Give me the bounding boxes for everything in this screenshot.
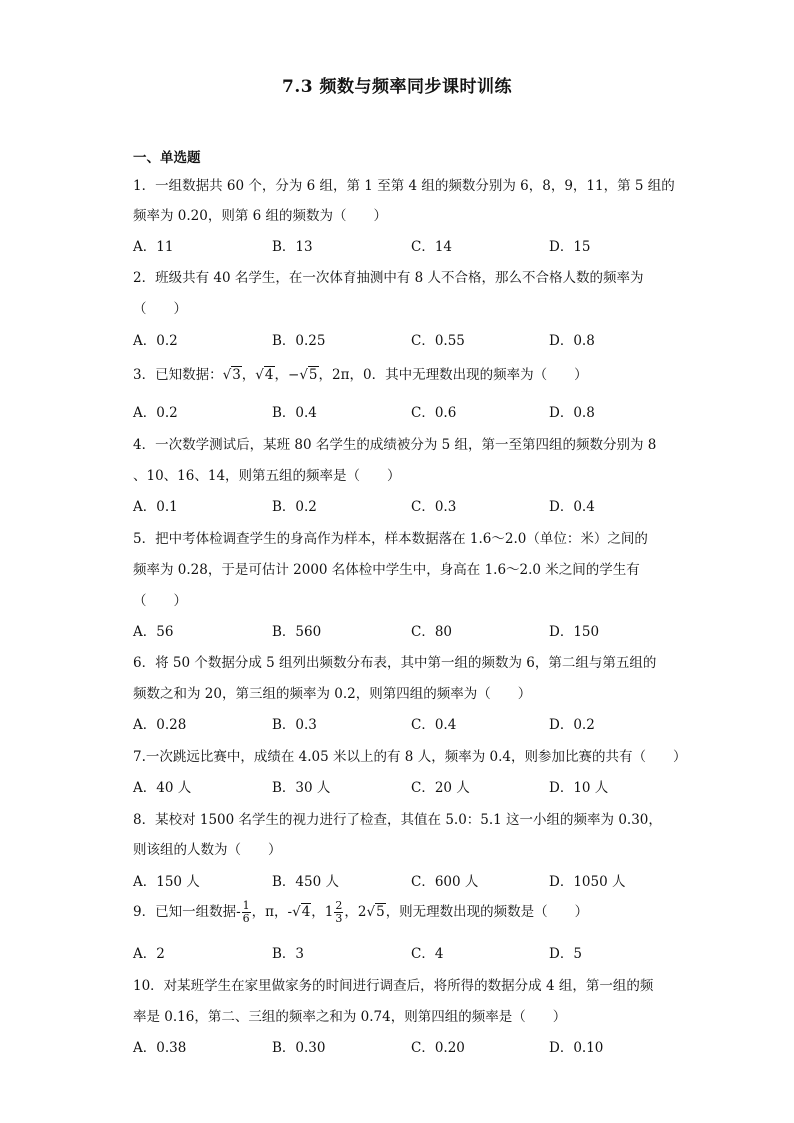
section-heading: 一、单选题 bbox=[133, 150, 201, 166]
sqrt-radicand: 5 bbox=[376, 904, 385, 920]
question-6-option-d: D．0.2 bbox=[549, 717, 595, 733]
question-10-line-2: 率是 0.16，第二、三组的频率之和为 0.74，则第四组的频率是（ ） bbox=[133, 1009, 567, 1025]
question-10-option-b: B．0.30 bbox=[272, 1040, 326, 1056]
question-3-option-a: A．0.2 bbox=[133, 405, 178, 421]
sqrt-radicand: 5 bbox=[308, 367, 318, 383]
question-10-line-1: 10．对某班学生在家里做家务的时间进行调查后，将所得的数据分成 4 组，第一组的频 bbox=[133, 978, 654, 994]
question-5-line-3: （ ） bbox=[133, 593, 187, 609]
sqrt-4-expression bbox=[292, 904, 311, 920]
question-8-option-a: A．150 人 bbox=[133, 874, 200, 890]
question-9-text-3: ，2 bbox=[344, 904, 367, 920]
sqrt-symbol: √ bbox=[255, 367, 264, 383]
question-9-rest: ，则无理数出现的频数是（ ） bbox=[385, 904, 589, 920]
question-7-option-a: A．40 人 bbox=[133, 780, 192, 796]
question-4-option-d: D．0.4 bbox=[549, 499, 595, 515]
question-3-rest: ，2π，0．其中无理数出现的频率为（ ） bbox=[318, 367, 588, 383]
question-8-option-d: D．1050 人 bbox=[549, 874, 626, 890]
sqrt-4-expression bbox=[255, 367, 274, 383]
question-4-option-a: A．0.1 bbox=[133, 499, 178, 515]
question-3-line-1 bbox=[133, 363, 588, 383]
question-6-option-b: B．0.3 bbox=[272, 717, 317, 733]
sqrt-5-expression bbox=[299, 367, 318, 383]
question-9-option-c: C．4 bbox=[411, 946, 444, 962]
question-5-line-2: 频率为 0.28，于是可估计 2000 名体检中学生中，身高在 1.6～2.0 米之间的学生有 bbox=[133, 562, 640, 578]
page-title: 7.3 频数与频率同步课时训练 bbox=[282, 77, 512, 97]
sqrt-symbol: √ bbox=[299, 367, 308, 383]
sqrt-3-expression bbox=[223, 367, 242, 383]
question-7-line-1: 7.一次跳远比赛中，成绩在 4.05 米以上的有 8 人，频率为 0.4，则参加比赛的共有（ ） bbox=[133, 749, 687, 765]
question-1-line-2: 频率为 0.20，则第 6 组的频数为（ ） bbox=[133, 208, 388, 224]
question-10-option-c: C．0.20 bbox=[411, 1040, 465, 1056]
sqrt-5-expression bbox=[366, 904, 385, 920]
fraction-numerator: 1 bbox=[242, 899, 250, 912]
sqrt-symbol: √ bbox=[222, 367, 232, 383]
question-2-option-b: B．0.25 bbox=[272, 333, 326, 349]
comma-separator: ， bbox=[241, 367, 256, 383]
sqrt-radicand: 4 bbox=[264, 367, 274, 383]
question-9-text-1: ，π，- bbox=[251, 904, 293, 920]
question-7-option-d: D．10 人 bbox=[549, 780, 609, 796]
question-8-line-1: 8．某校对 1500 名学生的视力进行了检查，其值在 5.0：5.1 这一小组的频率为 0.30， bbox=[133, 812, 662, 828]
question-1-option-a: A．11 bbox=[133, 239, 174, 255]
question-4-line-2: 、10、16、14，则第五组的频率是（ ） bbox=[133, 468, 401, 484]
question-9-text-2: ，1 bbox=[311, 904, 334, 920]
question-8-option-b: B．450 人 bbox=[272, 874, 339, 890]
question-5-option-c: C．80 bbox=[411, 624, 453, 640]
question-9-option-a: A．2 bbox=[133, 946, 165, 962]
sqrt-symbol: √ bbox=[366, 904, 376, 920]
question-2-option-d: D．0.8 bbox=[549, 333, 595, 349]
fraction-denominator: 6 bbox=[242, 912, 250, 925]
comma-separator: ， bbox=[274, 367, 288, 383]
question-10-option-a: A．0.38 bbox=[133, 1040, 187, 1056]
minus-sign: − bbox=[288, 367, 300, 383]
question-5-option-a: A．56 bbox=[133, 624, 174, 640]
question-3-option-d: D．0.8 bbox=[549, 405, 595, 421]
fraction-denominator: 3 bbox=[335, 912, 343, 925]
question-10-option-d: D．0.10 bbox=[549, 1040, 604, 1056]
fraction-numerator: 2 bbox=[335, 899, 343, 912]
question-9-option-b: B．3 bbox=[272, 946, 305, 962]
question-9-line-1 bbox=[133, 900, 588, 925]
question-6-option-a: A．0.28 bbox=[133, 717, 187, 733]
question-4-line-1: 4．一次数学测试后，某班 80 名学生的成绩被分为 5 组，第一至第四组的频数分别为 8 bbox=[133, 437, 657, 453]
question-2-option-c: C．0.55 bbox=[411, 333, 465, 349]
sqrt-radicand: 3 bbox=[232, 367, 241, 383]
question-1-option-d: D．15 bbox=[549, 239, 591, 255]
question-5-option-d: D．150 bbox=[549, 624, 600, 640]
question-5-line-1: 5．把中考体检调查学生的身高作为样本，样本数据落在 1.6～2.0（单位：米）之间的 bbox=[133, 531, 648, 547]
question-6-line-2: 频数之和为 20，第三组的频率为 0.2，则第四组的频率为（ ） bbox=[133, 686, 532, 702]
sqrt-radicand: 4 bbox=[301, 904, 311, 920]
question-8-line-2: 则该组的人数为（ ） bbox=[133, 842, 282, 858]
fraction-two-thirds bbox=[334, 900, 343, 925]
question-3-option-c: C．0.6 bbox=[411, 405, 457, 421]
question-9-prefix: 9．已知一组数据- bbox=[133, 904, 241, 920]
question-1-option-b: B．13 bbox=[272, 239, 313, 255]
question-3-prefix: 3．已知数据： bbox=[133, 367, 223, 383]
question-6-line-1: 6．将 50 个数据分成 5 组列出频数分布表，其中第一组的频数为 6，第二组与第五组的 bbox=[133, 655, 657, 671]
sqrt-symbol: √ bbox=[292, 904, 301, 920]
question-2-option-a: A．0.2 bbox=[133, 333, 178, 349]
question-4-option-b: B．0.2 bbox=[272, 499, 317, 515]
question-9-option-d: D．5 bbox=[549, 946, 582, 962]
question-4-option-c: C．0.3 bbox=[411, 499, 457, 515]
question-2-line-1: 2．班级共有 40 名学生，在一次体育抽测中有 8 人不合格，那么不合格人数的频率为 bbox=[133, 270, 644, 286]
question-7-option-b: B．30 人 bbox=[272, 780, 331, 796]
question-8-option-c: C．600 人 bbox=[411, 874, 479, 890]
question-6-option-c: C．0.4 bbox=[411, 717, 457, 733]
question-3-option-b: B．0.4 bbox=[272, 405, 317, 421]
question-1-line-1: 1．一组数据共 60 个，分为 6 组，第 1 至第 4 组的频数分别为 6，8，9，11，第 5 组的 bbox=[133, 178, 675, 194]
question-2-line-2: （ ） bbox=[133, 301, 187, 317]
question-5-option-b: B．560 bbox=[272, 624, 322, 640]
question-1-option-c: C．14 bbox=[411, 239, 453, 255]
question-7-option-c: C．20 人 bbox=[411, 780, 470, 796]
fraction-one-sixth bbox=[242, 900, 251, 925]
